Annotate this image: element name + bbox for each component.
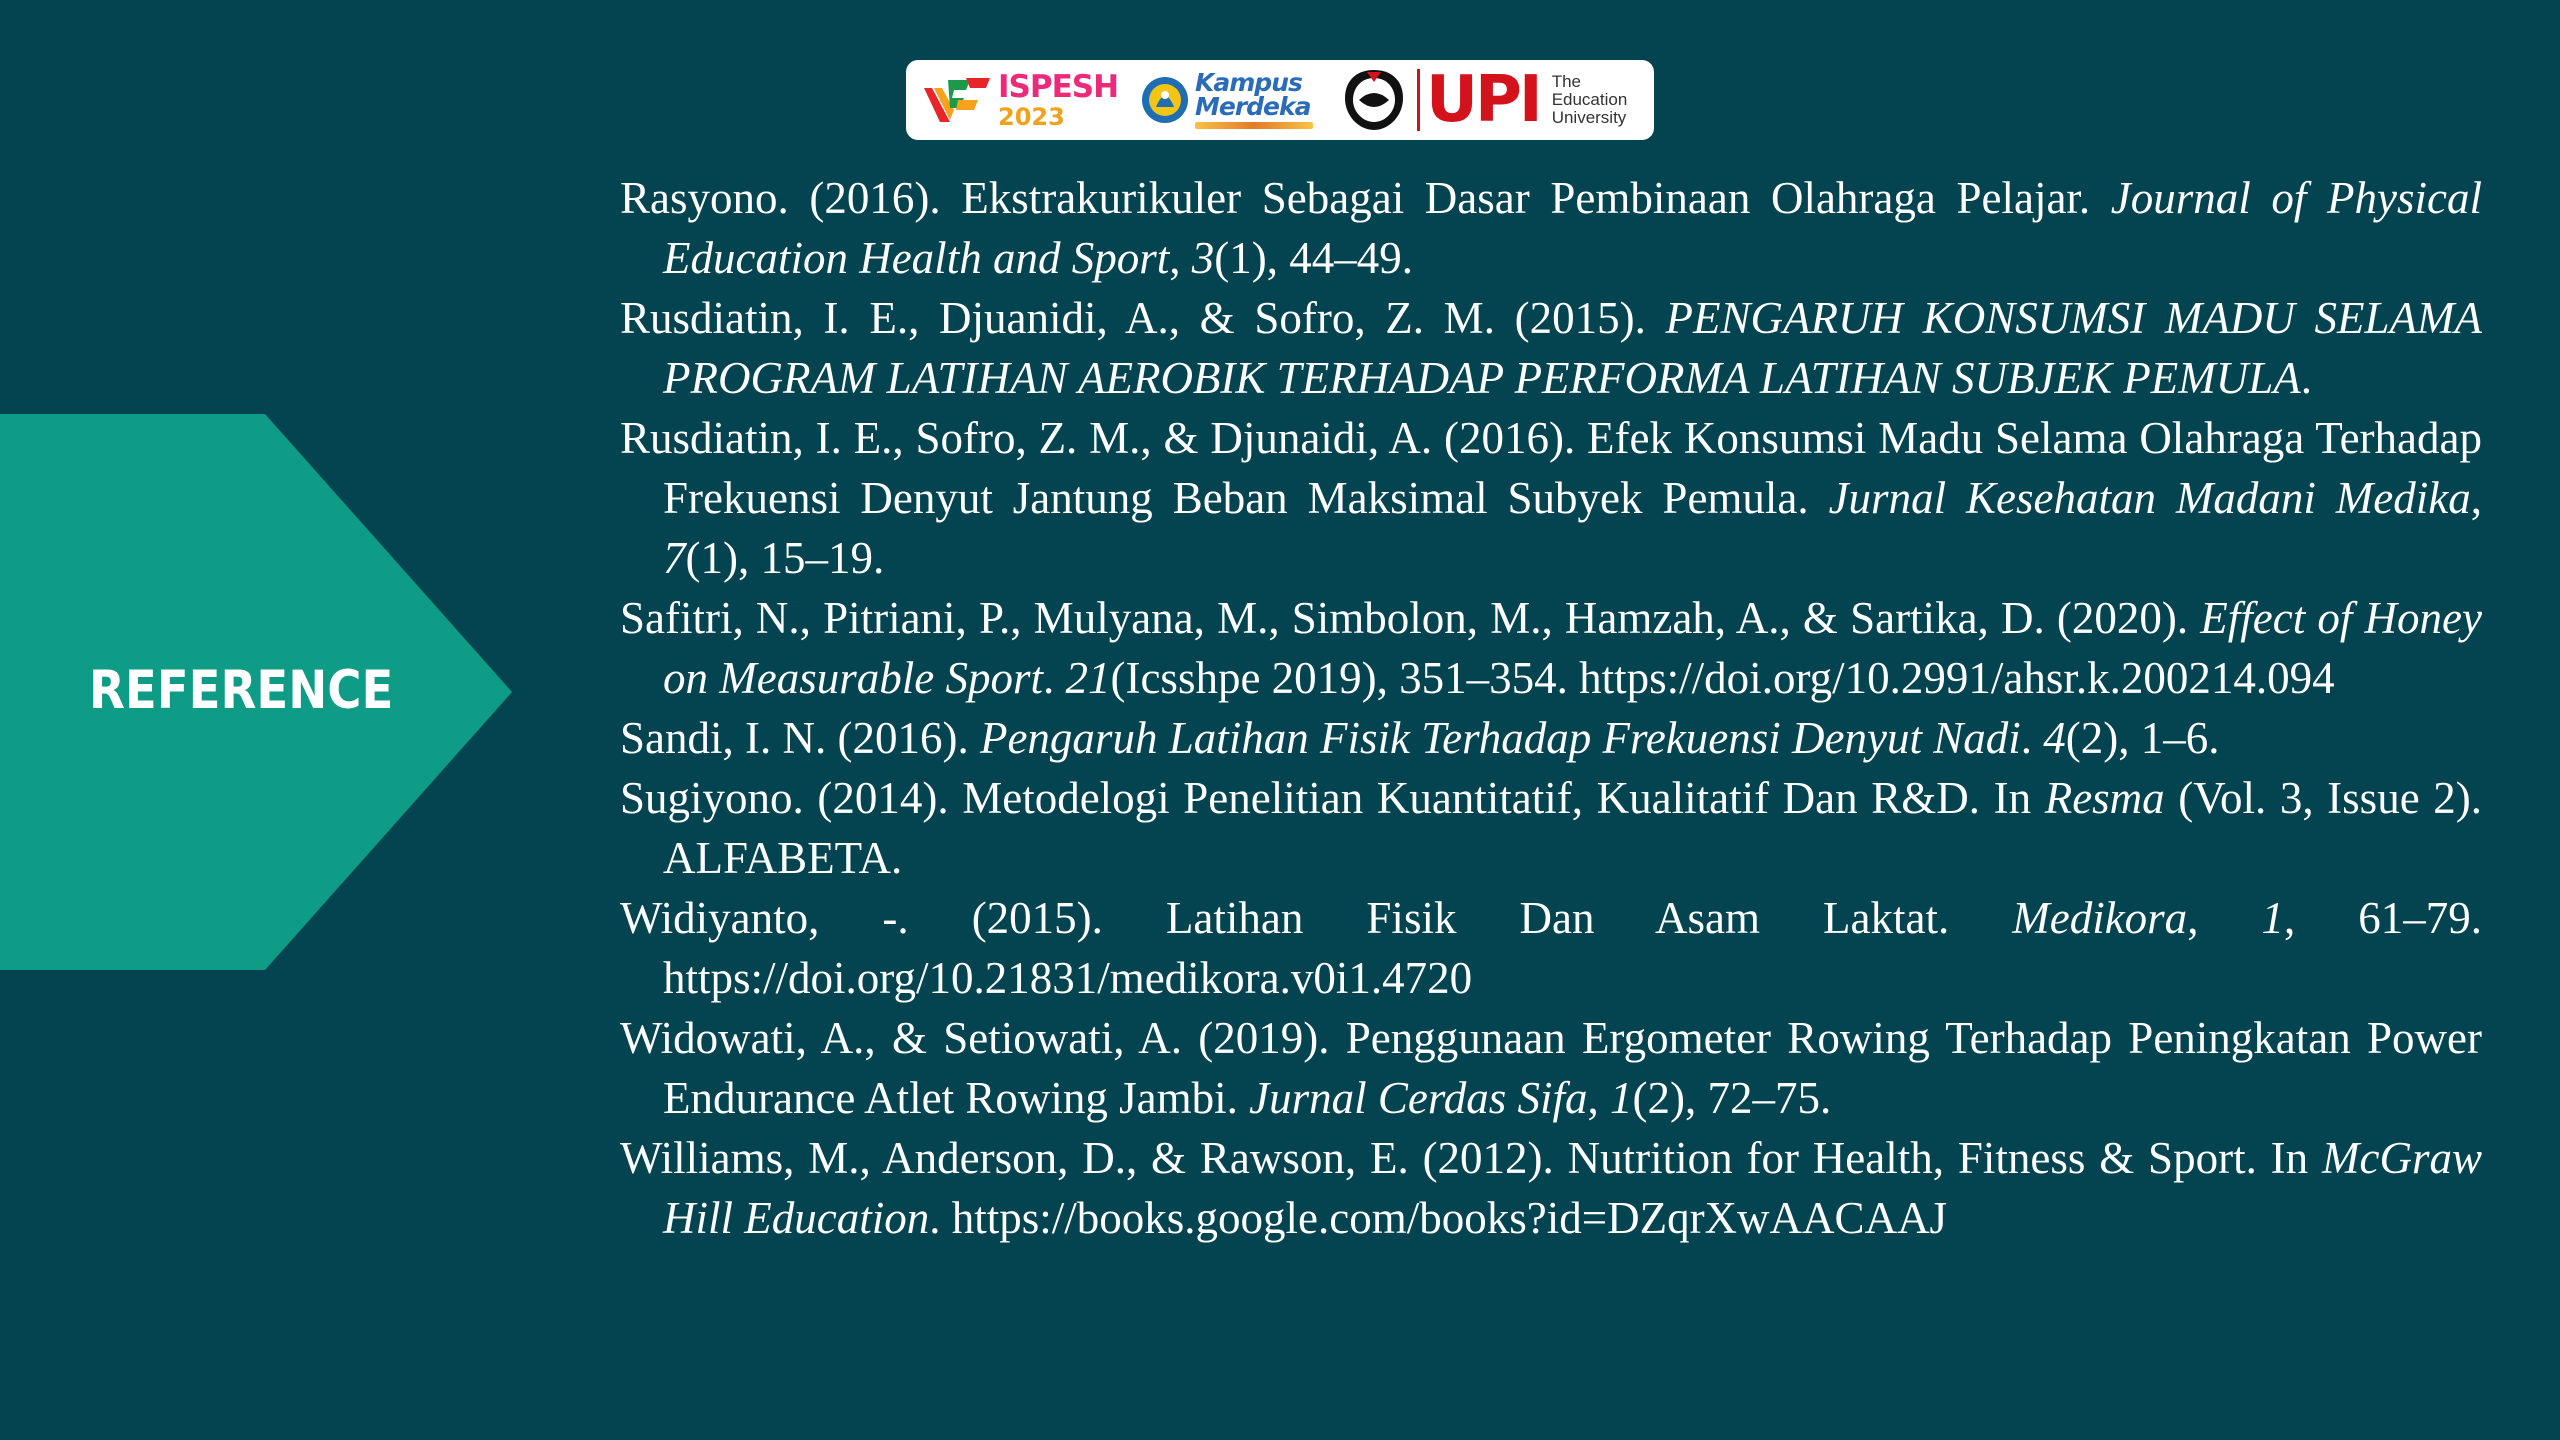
kampus-line-2: Merdeka xyxy=(1195,92,1311,121)
logo-bar xyxy=(906,60,1654,140)
reference-item: Rusdiatin, I. E., Sofro, Z. M., & Djunaidi, A. (2016). Efek Konsumsi Madu Selama Olahraga Terhadap Frekuensi Denyut Jantung Beban Maksimal Subyek Pemula. Jurnal Kesehatan Madani Medika, 7(1), 15–19. xyxy=(620,413,2482,583)
upi-tag-line-3: University xyxy=(1551,107,1627,127)
reference-item: Rasyono. (2016). Ekstrakurikuler Sebagai Dasar Pembinaan Olahraga Pelajar. Journal of Physical Education Health and Sport, 3(1), 44–49. xyxy=(620,173,2482,283)
upi-emblem-icon xyxy=(1335,60,1413,140)
ispesh-name: ISPESH xyxy=(998,68,1119,105)
reference-item: Widowati, A., & Setiowati, A. (2019). Penggunaan Ergometer Rowing Terhadap Peningkatan Power Endurance Atlet Rowing Jambi. Jurnal Cerdas Sifa, 1(2), 72–75. xyxy=(620,1013,2482,1123)
reference-item: Sandi, I. N. (2016). Pengaruh Latihan Fisik Terhadap Frekuensi Denyut Nadi. 4(2), 1–6. xyxy=(620,713,2220,763)
kampus-strip xyxy=(1195,122,1313,129)
upi-wordmark: UPI xyxy=(1426,63,1540,137)
reference-item: Widiyanto, -. (2015). Latihan Fisik Dan Asam Laktat. Medikora, 1, 61–79. https://doi.org/10.21831/medikora.v0i1.4720 xyxy=(620,893,2482,1003)
reference-item: Safitri, N., Pitriani, P., Mulyana, M., Simbolon, M., Hamzah, A., & Sartika, D. (2020). Effect of Honey on Measurable Sport. 21(Icsshpe 2019), 351–354. https://doi.org/10.2991/ahsr.k.200214.094 xyxy=(620,593,2482,703)
ispesh-logo-icon xyxy=(920,70,992,130)
upi-tagline xyxy=(1552,73,1628,127)
reference-item: Sugiyono. (2014). Metodelogi Penelitian Kuantitatif, Kualitatif Dan R&D. In Resma (Vol. 3, Issue 2). ALFABETA. xyxy=(620,773,2482,883)
kampus-line-1: Kampus xyxy=(1195,68,1302,98)
reference-item: Williams, M., Anderson, D., & Rawson, E. (2012). Nutrition for Health, Fitness & Sport. In McGraw Hill Education. https://books.google.com/books?id=DZqrXwAACAAJ xyxy=(620,1133,2482,1243)
reference-item: Rusdiatin, I. E., Djuanidi, A., & Sofro, Z. M. (2015). PENGARUH KONSUMSI MADU SELAMA PROGRAM LATIHAN AEROBIK TERHADAP PERFORMA LATIHAN SUBJEK PEMULA. xyxy=(620,293,2482,403)
kampus-merdeka-logo-icon xyxy=(1195,60,1335,140)
section-title: REFERENCE xyxy=(89,660,394,721)
logo-divider xyxy=(1417,69,1420,131)
ispesh-year: 2023 xyxy=(998,102,1065,131)
reference-list xyxy=(620,168,2482,1248)
ispesh-logo xyxy=(920,60,1135,140)
tut-wuri-handayani-icon xyxy=(1135,60,1195,140)
upi-tag-line-2: Education xyxy=(1551,90,1628,110)
upi-tag-line-1: The xyxy=(1551,72,1581,92)
